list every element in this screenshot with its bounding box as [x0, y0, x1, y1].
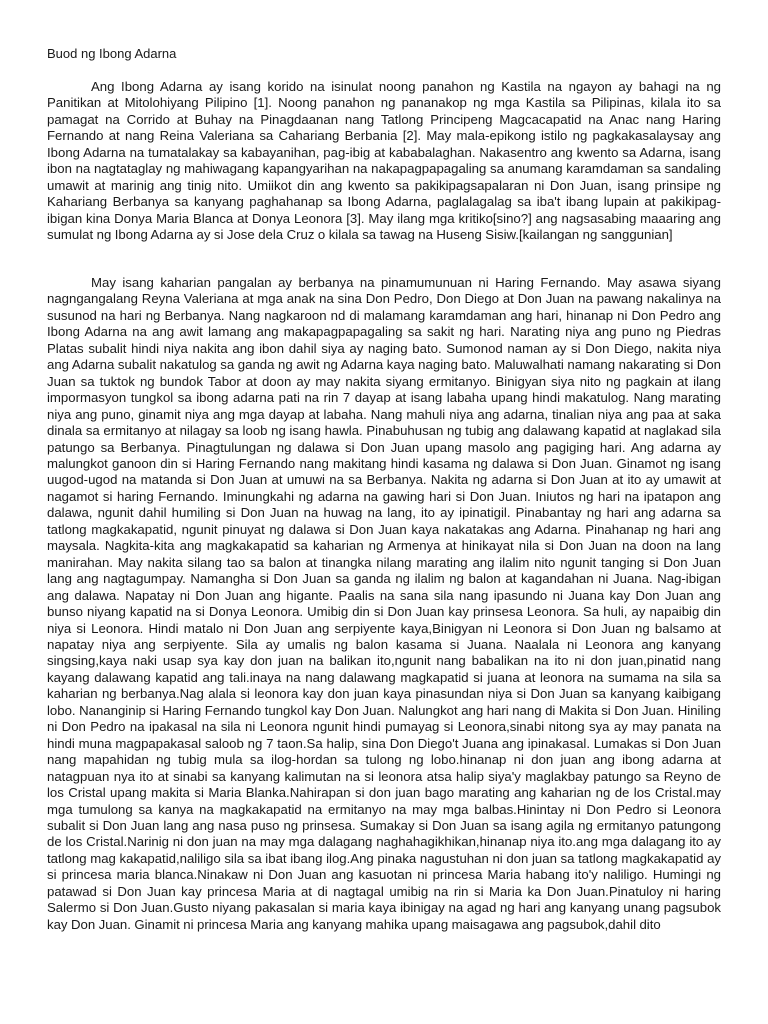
paragraph-summary: May isang kaharian pangalan ay berbanya na pinamumunuan ni Haring Fernando. May asawa siyang nagngangalang Reyna Valeriana at mga anak na sina Don Pedro, Don Diego at Don Juan na pawang nakalinya na susunod na hari ng Berbanya. Nang nagkaroon nd di malamang karamdaman ang hari, hinanap ni Don Pedro ang Ibong Adarna na ang awit lamang ang makapagpapagaling sa sakit ng hari. Narating niya ang puno ng Piedras Platas subalit hindi niya nakita ang ibon dahil siya ay naging bato. Sumonod naman ay si Don Diego, nakita niya ang Adarna subalit nakatulog sa ganda ng awit ng Adarna kaya naging bato. Maluwalhati namang nakarating si Don Juan sa tuktok ng bundok Tabor at doon ay may nakita siyang ermitanyo. Binigyan siya nito ng pagkain at ilang impormasyon tungkol sa ibong adarna pati na rin 7 dayap at isang labaha upang hindi makatulog. Nang marating niya ang puno, ginamit niya ang mga dayap at labaha. Nang mahuli niya ang adarna, tinalian niya ang paa at saka dinala sa ermitanyo at nilagay sa loob ng isang hawla. Pinabuhusan ng tubig ang dalawang kapatid at naglakad sila patungo sa Berbanya. Pinagtulungan ng dalawa si Don Juan upang masolo ang pagiging hari. Ang adarna ay malungkot ganoon din si Haring Fernando nang makitang hindi kasama ng dalawa si Don Juan. Ginamot ng isang uugod-ugod na matanda si Don Juan at umuwi na sa Berbanya. Nakita ng adarna si Don Juan at ito ay umawit at nagamot si haring Fernando. Iminungkahi ng adarna na gawing hari si Don Juan. Iniutos ng hari na ipatapon ang dalawa, ngunit dahil humiling si Don Juan na huwag na lang, ito ay ipinatigil. Pinabantay ng hari ang adarna sa tatlong magkakapatid, ngunit pinuyat ng dalawa si Don Juan kaya nakatakas ang Adarna. Pinahanap ng hari ang maysala. Nagkita-kita ang magkakapatid sa kaharian ng Armenya at hinikayat nila si Don Juan na doon na lang manirahan. May nakita silang tao sa balon at tinangka nilang marating ang ilalim nito ngunit tanging si Don Juan lang ang nagtagumpay. Namangha si Don Juan sa ganda ng ilalim ng balon at kagandahan ni Juana. Nag-ibigan ang dalawa. Napatay ni Don Juan ang higante. Paalis na sana sila nang ipasundo ni Juana kay Don Juan ang bunso niyang kapatid na si Donya Leonora. Umibig din si Don Juan kay prinsesa Leonora. Sa huli, ay napaibig din niya si Leonora. Hindi matalo ni Don Juan ang serpiyente kaya,Binigyan ni Leonora si Don Juan ng balsamo at napatay niya ang serpiyente. Sila ay umalis ng balon kasama si Juana. Naalala ni Leonora ang kanyang singsing,kaya naki usap sya kay don juan na balikan ito,ngunit nang babalikan na ito ni don juan,pinatid nang kayang dalawang kapatid ang tali.inaya na nang dalawang magkapatid si juana at leonora na sumama na sila sa kaharian ng berbanya.Nag alala si leonora kay don juan kaya pinasundan niya si Don Juan sa kanyang kaibigang lobo. Nananginip si Haring Fernando tungkol kay Don Juan. Nalungkot ang hari nang di Makita si Don Juan. Hiniling ni Don Pedro na ipakasal na sila ni Leonora ngunit hindi pumayag si Leonora,sinabi nitong sya ay may panata na hindi muna magpapakasal saloob ng 7 taon.Sa halip, sina Don Diego't Juana ang ipinakasal. Lumakas si Don Juan nang mapahidan ng tubig mula sa ilog-hordan sa tulong ng lobo.hinanap ni don juan ang ibong adarna at natagpuan nya ito at sinabi sa kanyang kalimutan na si leonora atsa halip siya'y maglakbay patungo sa Reyno de los Cristal upang makita si Maria Blanka.Nahirapan si don juan bago marating ang kaharian ng de los Cristal.may mga tumulong sa kanya na magkakapatid na ermitanyo na may mga balbas.Hinintay ni Don Pedro si Leonora subalit si Don Juan lang ang nasa puso ng prinsesa. Sumakay si Don Juan sa isang agila ng ermitanyo patungong de los Cristal.Narinig ni don juan na may mga dalagang naghahagikhikan,hinanap niya ito.ang mga dalagang ito ay tatlong mag kakapatid,naliligo sila sa ibat ibang ilog.Ang pinaka nagustuhan ni don juan sa tatlong magkakapatid ay si princesa maria blanca.Ninakaw ni Don Juan ang kasuotan ni princesa Maria habang ito'y naliligo. Humingi ng patawad si Don Juan kay princesa Maria at di nagtagal umibig na rin si Maria ka Don Juan.Pinatuloy ni haring Salermo si Don Juan.Gusto niyang pakasalan si maria kaya ibinigay na agad ng hari ang kanyang unang pagsubok kay Don Juan. Ginamit ni princesa Maria ang kanyang mahika upang maisagawa ang pagsubok,dahil dito [47, 275, 721, 932]
document-title: Buod ng Ibong Adarna [47, 46, 177, 61]
paragraph-intro: Ang Ibong Adarna ay isang korido na isinulat noong panahon ng Kastila na ngayon ay bahagi na ng Panitikan at Mitolohiyang Pilipino [1]. Noong panahon ng pananakop ng mga Kastila sa Pilipinas, kilala ito sa pamagat na Corrido at Buhay na Pinagdaanan nang Tatlong Principeng Magcacapatid na Anac nang Haring Fernando at nang Reina Valeriana sa Cahariang Berbania [2]. May mala-epikong istilo ng pagkakasalaysay ang Ibong Adarna na tumatalakay sa kabayanihan, pag-ibig at kababalaghan. Nakasentro ang kwento sa Adarna, isang ibon na nagtataglay ng mahiwagang kapangyarihan na nakapagpapagaling sa anumang karamdaman sa sandaling umawit at marinig ang tinig nito. Umiikot din ang kwento sa pakikipagsapalaran ni Don Juan, isang prinsipe ng Kahariang Berbanya sa kanyang paghahanap sa Ibong Adarna, paglalagalag sa iba't ibang lupain at pakikipag-ibigan kina Donya Maria Blanca at Donya Leonora [3]. May ilang mga kritiko[sino?] ang nagsasabing maaaring ang sumulat ng Ibong Adarna ay si Jose dela Cruz o kilala sa tawag na Huseng Sisiw.[kailangan ng sanggunian] [47, 79, 721, 243]
